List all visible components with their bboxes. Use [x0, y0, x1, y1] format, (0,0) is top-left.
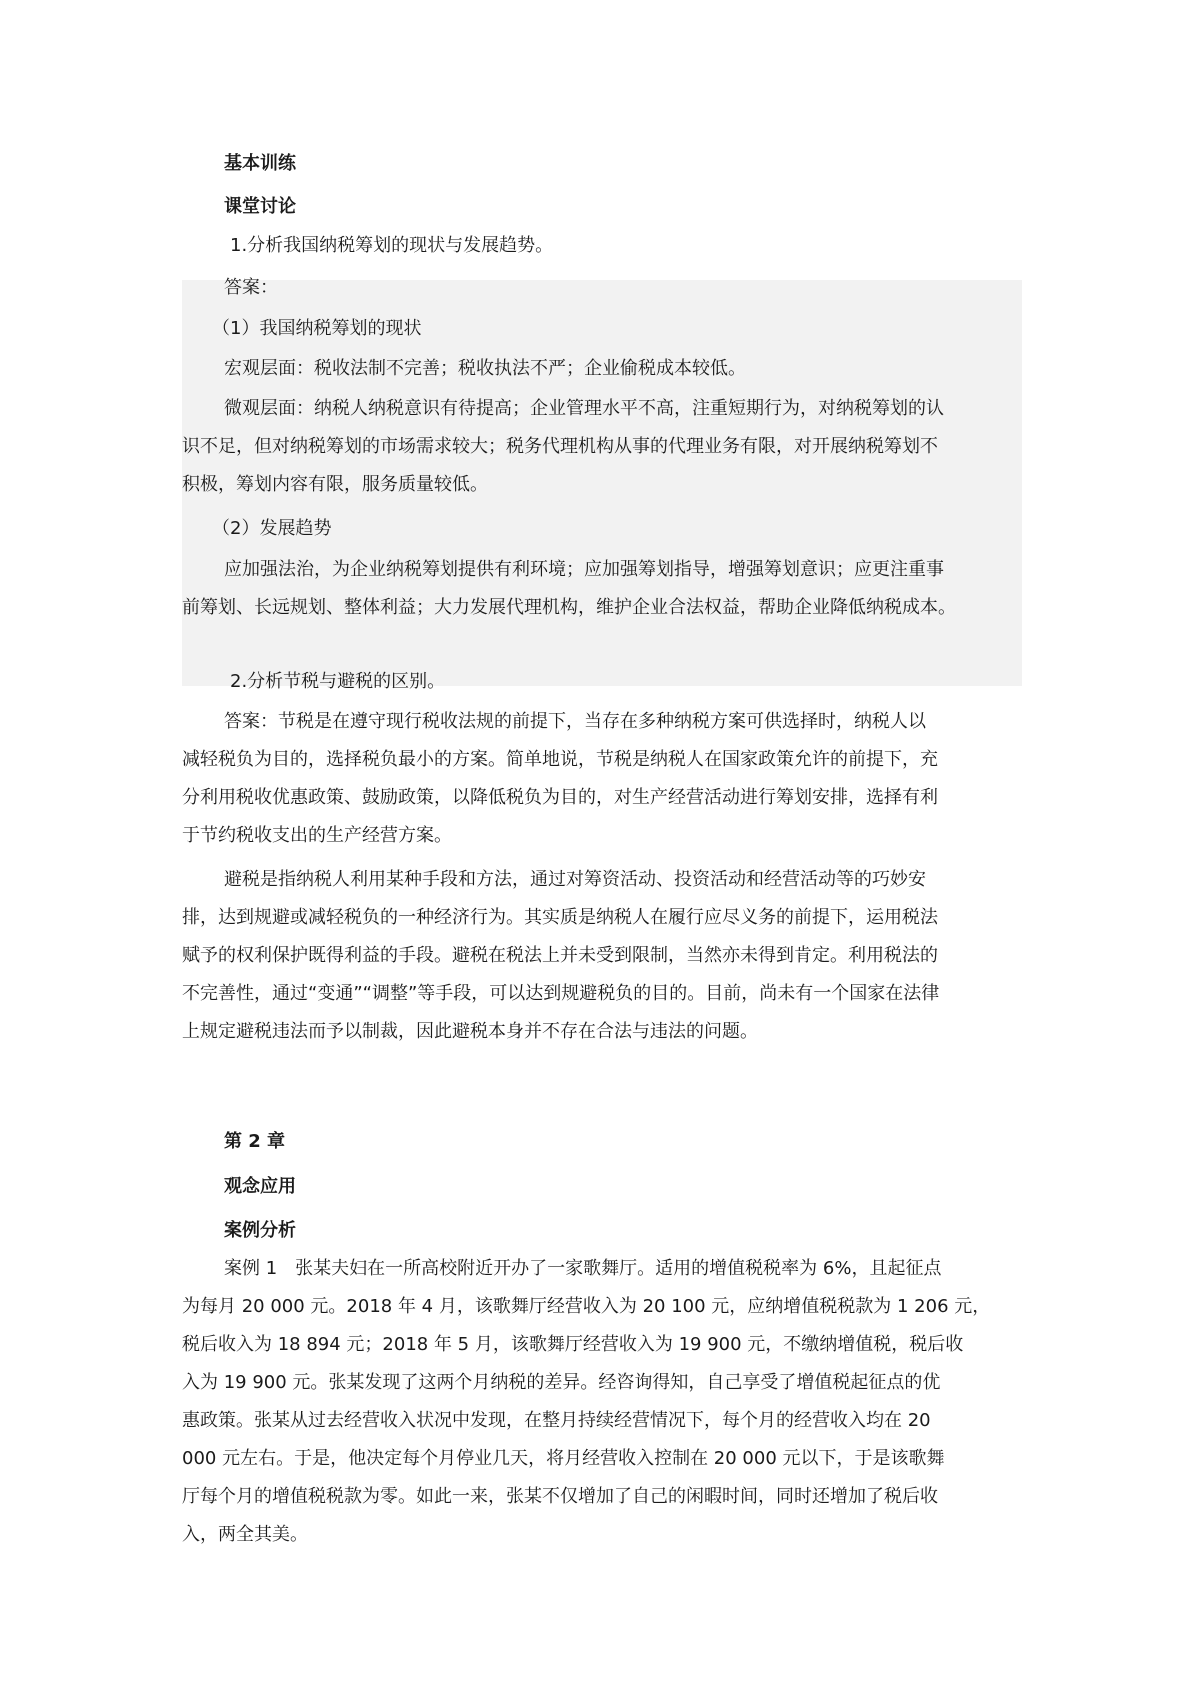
paragraph-line: 入，两全其美。 [182, 1524, 308, 1545]
answer-label: 答案： [224, 277, 278, 298]
paragraph-line: 识不足，但对纳税筹划的市场需求较大；税务代理机构从事的代理业务有限，对开展纳税筹划不 [182, 436, 938, 457]
paragraph-line: 微观层面：纳税人纳税意识有待提高；企业管理水平不高，注重短期行为，对纳税筹划的认 [224, 398, 944, 419]
question-1: 1.分析我国纳税筹划的现状与发展趋势。 [230, 235, 554, 256]
case-1-paragraph [182, 1250, 1022, 1554]
question-2: 2.分析节税与避税的区别。 [230, 671, 446, 692]
paragraph-line: 答案：节税是在遵守现行税收法规的前提下，当存在多种纳税方案可供选择时，纳税人以 [224, 711, 926, 732]
paragraph-line: 000 元左右。于是，他决定每个月停业几天，将月经营收入控制在 20 000 元以下，于是该歌舞 [182, 1448, 945, 1469]
paragraph-line: 避税是指纳税人利用某种手段和方法，通过对筹资活动、投资活动和经营活动等的巧妙安 [224, 869, 926, 890]
paragraph-line: 减轻税负为目的，选择税负最小的方案。简单地说，节税是纳税人在国家政策允许的前提下，充 [182, 749, 938, 770]
macro-level-text: 宏观层面：税收法制不完善；税收执法不严；企业偷税成本较低。 [224, 358, 746, 379]
paragraph-line: 不完善性，通过“变通”“调整”等手段，可以达到规避税负的目的。目前，尚未有一个国家在法律 [182, 983, 940, 1004]
section-heading-case-analysis: 案例分析 [224, 1220, 296, 1241]
paragraph-line: 积极，筹划内容有限，服务质量较低。 [182, 474, 488, 495]
section-heading-class-discussion: 课堂讨论 [224, 196, 296, 217]
paragraph-line: 前筹划、长远规划、整体利益；大力发展代理机构，维护企业合法权益，帮助企业降低纳税成本。 [182, 597, 956, 618]
paragraph-line: 分利用税收优惠政策、鼓励政策，以降低税负为目的，对生产经营活动进行筹划安排，选择有利 [182, 787, 938, 808]
part1-title: （1）我国纳税筹划的现状 [212, 318, 422, 339]
paragraph-line: 入为 19 900 元。张某发现了这两个月纳税的差异。经咨询得知，自己享受了增值税起征点的优 [182, 1372, 941, 1393]
paragraph-line: 案例 1 张某夫妇在一所高校附近开办了一家歌舞厅。适用的增值税税率为 6%，且起征点 [224, 1258, 942, 1279]
paragraph-line: 应加强法治，为企业纳税筹划提供有利环境；应加强筹划指导，增强筹划意识；应更注重事 [224, 559, 944, 580]
paragraph-line: 惠政策。张某从过去经营收入状况中发现，在整月持续经营情况下，每个月的经营收入均在 20 [182, 1410, 931, 1431]
paragraph-line: 于节约税收支出的生产经营方案。 [182, 825, 452, 846]
paragraph-line: 税后收入为 18 894 元；2018 年 5 月，该歌舞厅经营收入为 19 900 元，不缴纳增值税，税后收 [182, 1334, 964, 1355]
paragraph-line: 上规定避税违法而予以制裁，因此避税本身并不存在合法与违法的问题。 [182, 1021, 758, 1042]
section-heading-concept-application: 观念应用 [224, 1176, 296, 1197]
trend-paragraph [182, 551, 1022, 627]
part2-title: （2）发展趋势 [212, 518, 332, 539]
q2-answer-paragraph [182, 703, 1022, 855]
chapter-heading: 第 2 章 [224, 1131, 286, 1152]
paragraph-line: 排，达到规避或减轻税负的一种经济行为。其实质是纳税人在履行应尽义务的前提下，运用税法 [182, 907, 938, 928]
paragraph-line: 为每月 20 000 元。2018 年 4 月，该歌舞厅经营收入为 20 100 元，应纳增值税税款为 1 206 元， [182, 1296, 991, 1317]
micro-level-paragraph [182, 390, 1022, 504]
paragraph-line: 厅每个月的增值税税款为零。如此一来，张某不仅增加了自己的闲暇时间，同时还增加了税后收 [182, 1486, 938, 1507]
tax-avoidance-paragraph [182, 861, 1022, 1051]
paragraph-line: 赋予的权利保护既得利益的手段。避税在税法上并未受到限制，当然亦未得到肯定。利用税法的 [182, 945, 938, 966]
section-heading-basic-training: 基本训练 [224, 153, 296, 174]
